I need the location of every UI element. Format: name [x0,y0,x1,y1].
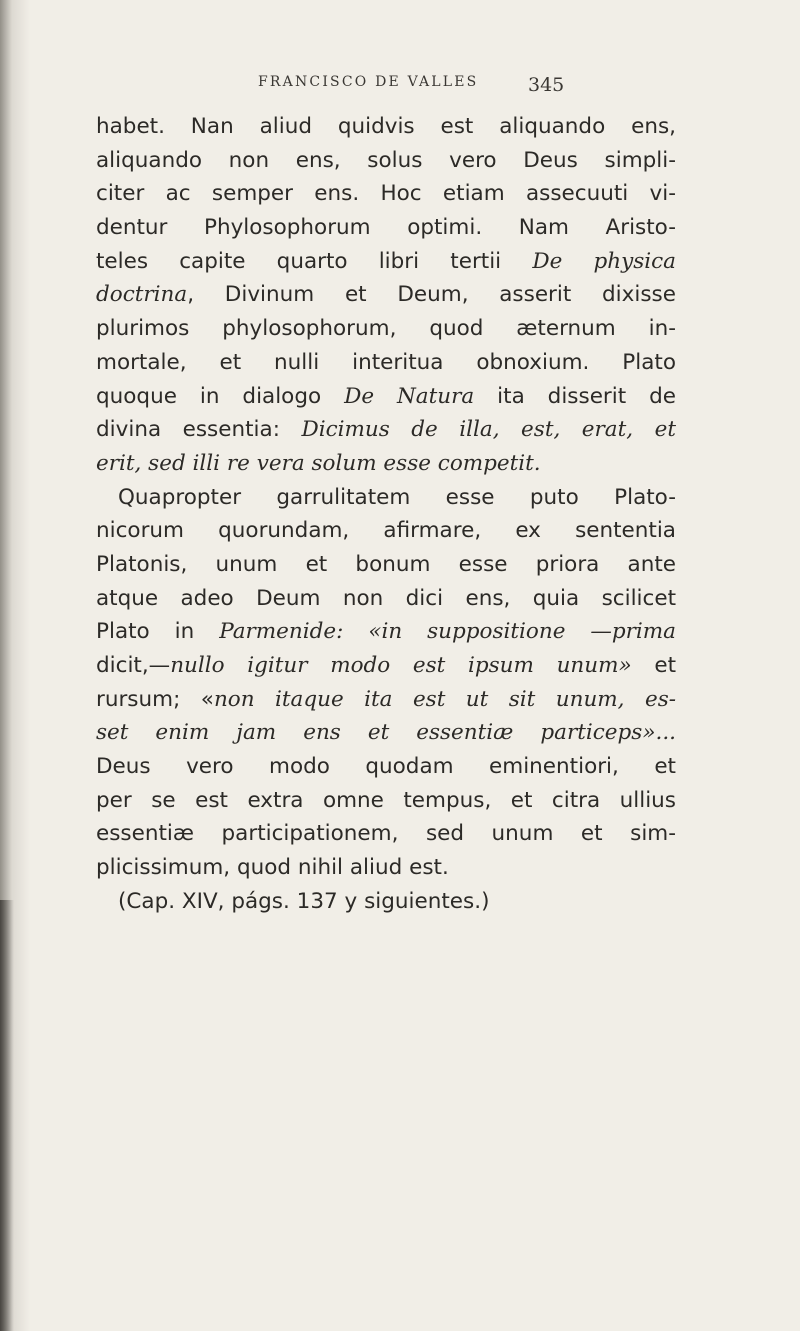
text-line [96,447,676,481]
text-span: Deus vero modo quodam eminentiori, et [96,754,676,780]
text-span: dentur Phylosophorum optimi. Nam Aristo- [96,215,676,241]
text-span: Platonis, unum et bonum esse priora ante [96,551,676,577]
text-line [96,817,676,851]
italic-text-span: doctrina [96,282,188,308]
text-line [96,110,676,144]
italic-text-span: Parmenide: «in suppositione —prima [219,619,677,645]
text-span: essentiæ participationem, sed unum et sim- [96,821,676,847]
text-line [96,851,676,885]
text-span: ita disserit de [474,383,676,409]
text-span: Quapropter garrulitatem esse puto Plato- [118,484,676,510]
text-span: teles capite quarto libri tertii [96,248,533,274]
text-span: plicissimum, quod nihil aliud est. [96,855,449,881]
text-line [96,346,676,380]
citation-text: (Cap. XIV, págs. 137 y siguientes.) [118,888,490,914]
text-line [96,413,676,447]
body-text [96,110,676,919]
page-binding-edge [0,900,14,1331]
text-span: et [631,653,677,678]
italic-text-span: De Natura [344,383,475,409]
text-line [96,211,676,245]
text-line [96,750,676,784]
text-span: nicorum quorundam, afirmare, ex sententia [96,518,676,544]
italic-text-span: erit, sed illi re vera solum esse competit. [96,450,541,476]
text-line [96,582,676,616]
italic-text-span: De physica [532,248,676,274]
running-head: FRANCISCO DE VALLES [258,74,479,90]
text-line [96,481,676,515]
text-span: citer ac semper ens. Hoc etiam assecuuti vi- [96,181,676,207]
text-line [96,177,676,211]
text-span: Plato in [96,619,220,645]
text-line [96,245,676,279]
text-line [96,380,676,414]
text-span: quoque in dialogo [96,383,345,409]
text-line [96,784,676,818]
text-span: plurimos phylosophorum, quod æternum in- [96,316,676,342]
text-line [96,278,676,312]
text-line [96,144,676,178]
text-span: per se est extra omne tempus, et citra ullius [96,787,676,813]
text-span: atque adeo Deum non dici ens, quia scilicet [96,585,676,611]
text-line [96,312,676,346]
citation-line [96,885,676,919]
text-line [96,615,676,649]
text-line [96,548,676,582]
italic-text-span: set enim jam ens et essentiæ particeps»... [96,720,676,746]
text-span: habet. Nan aliud quidvis est aliquando ens, [96,114,676,139]
text-line [96,514,676,548]
text-span: mortale, et nulli interitua obnoxium. Plato [96,349,676,375]
text-span: rursum; « [96,686,214,712]
text-line [96,716,676,750]
text-line [96,683,676,717]
text-span: aliquando non ens, solus vero Deus simpli- [96,147,676,173]
text-span: , Divinum et Deum, asserit dixisse [187,282,676,308]
page-number: 345 [528,74,565,96]
text-span: divina essentia: [96,417,302,443]
text-span: dicit,— [96,653,171,678]
text-line [96,649,676,683]
italic-text-span: nullo igitur modo est ipsum unum» [170,653,632,678]
italic-text-span: non itaque ita est ut sit unum, es- [213,686,676,712]
italic-text-span: Dicimus de illa, est, erat, et [301,417,676,443]
